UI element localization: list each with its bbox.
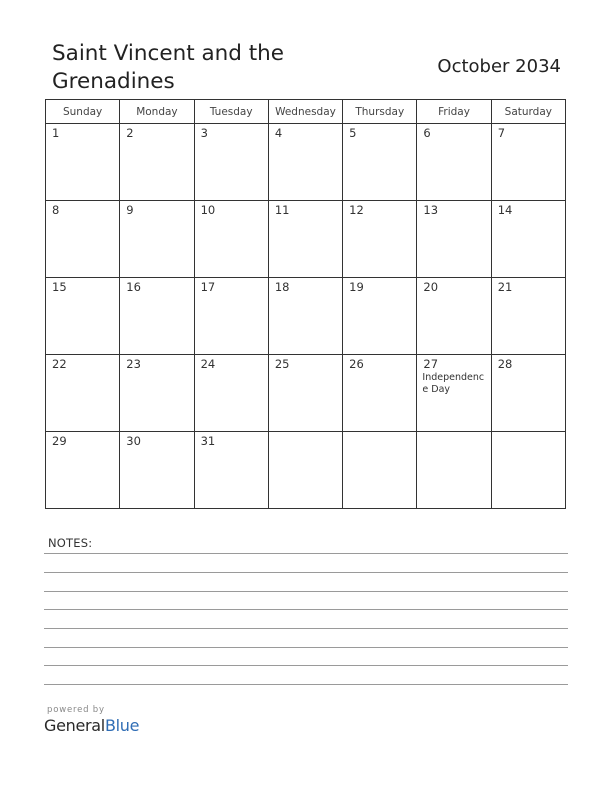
notes-line [44,628,568,629]
day-number: 3 [200,126,208,140]
day-cell [194,124,268,201]
day-cell [417,278,491,355]
day-number: 13 [423,203,439,217]
weekday-thursday: Thursday [343,100,417,124]
day-cell-empty [417,432,491,509]
notes-line [44,647,568,648]
weekday-monday: Monday [120,100,194,124]
day-number: 7 [497,126,506,140]
day-number: 14 [497,203,513,217]
day-cell [120,355,194,432]
day-cell-empty [268,432,342,509]
calendar-month-year: October 2034 [437,56,561,77]
day-number: 30 [126,434,141,448]
notes-line [44,665,568,666]
day-number: 11 [274,203,290,217]
day-cell-empty [491,432,565,509]
day-number [343,432,416,434]
weekday-tuesday: Tuesday [194,100,268,124]
day-number: 20 [423,280,439,294]
day-number: 18 [274,280,290,294]
holiday-event: Independence Day [422,372,485,395]
day-cell [343,278,417,355]
calendar-country-title: Saint Vincent and the Grenadines [52,41,285,94]
day-cell [194,201,268,278]
day-number: 22 [52,357,67,371]
day-cell [120,278,194,355]
day-number: 6 [423,126,431,140]
day-cell [46,355,120,432]
day-number: 5 [349,126,357,140]
day-number: 1 [52,126,60,140]
week-row [46,355,566,432]
day-number: 10 [200,203,216,217]
powered-by-text: powered by [47,705,105,715]
weekday-sunday: Sunday [46,100,120,124]
day-number: 2 [126,126,134,140]
day-number: 27 [423,357,439,371]
day-number: 24 [200,357,216,371]
week-row [46,124,566,201]
week-row [46,432,566,509]
day-cell [491,124,565,201]
day-number: 21 [497,280,513,294]
day-number: 23 [126,357,141,371]
day-number: 29 [52,434,67,448]
day-cell [46,201,120,278]
weekday-saturday: Saturday [491,100,565,124]
week-row [46,201,566,278]
day-number: 4 [274,126,283,140]
day-number [269,432,342,434]
notes-line [44,553,568,554]
day-cell [343,124,417,201]
day-cell [491,201,565,278]
day-cell [46,124,120,201]
day-number: 15 [52,280,67,294]
day-number: 25 [274,357,290,371]
day-cell [343,201,417,278]
day-cell [268,124,342,201]
day-number [417,432,490,434]
weekday-header-row [46,100,566,124]
day-cell [120,432,194,509]
day-number: 8 [52,203,60,217]
day-cell [268,201,342,278]
day-number [492,432,565,434]
day-cell-empty [343,432,417,509]
day-cell [120,201,194,278]
day-cell [268,355,342,432]
day-cell [417,124,491,201]
day-cell [417,201,491,278]
day-number: 12 [349,203,364,217]
day-cell [46,432,120,509]
day-number: 19 [349,280,364,294]
day-cell [120,124,194,201]
weekday-friday: Friday [417,100,491,124]
brand-blue: Blue [104,716,140,735]
day-cell [268,278,342,355]
day-number: 26 [349,357,364,371]
calendar-grid [45,99,566,509]
weekday-wednesday: Wednesday [268,100,342,124]
notes-line [44,609,568,610]
day-cell [46,278,120,355]
day-cell [194,278,268,355]
day-number: 28 [497,357,513,371]
week-row [46,278,566,355]
day-cell [491,278,565,355]
day-cell [491,355,565,432]
day-cell [194,432,268,509]
day-cell [194,355,268,432]
notes-line [44,572,568,573]
day-number: 17 [200,280,216,294]
brand-general: General [44,716,105,735]
brand-logo [44,716,139,735]
notes-label: NOTES: [48,536,93,550]
day-cell-holiday [417,355,491,432]
notes-line [44,591,568,592]
notes-line [44,684,568,685]
day-number: 31 [200,434,216,448]
day-cell [343,355,417,432]
day-number: 9 [126,203,134,217]
day-number: 16 [126,280,141,294]
